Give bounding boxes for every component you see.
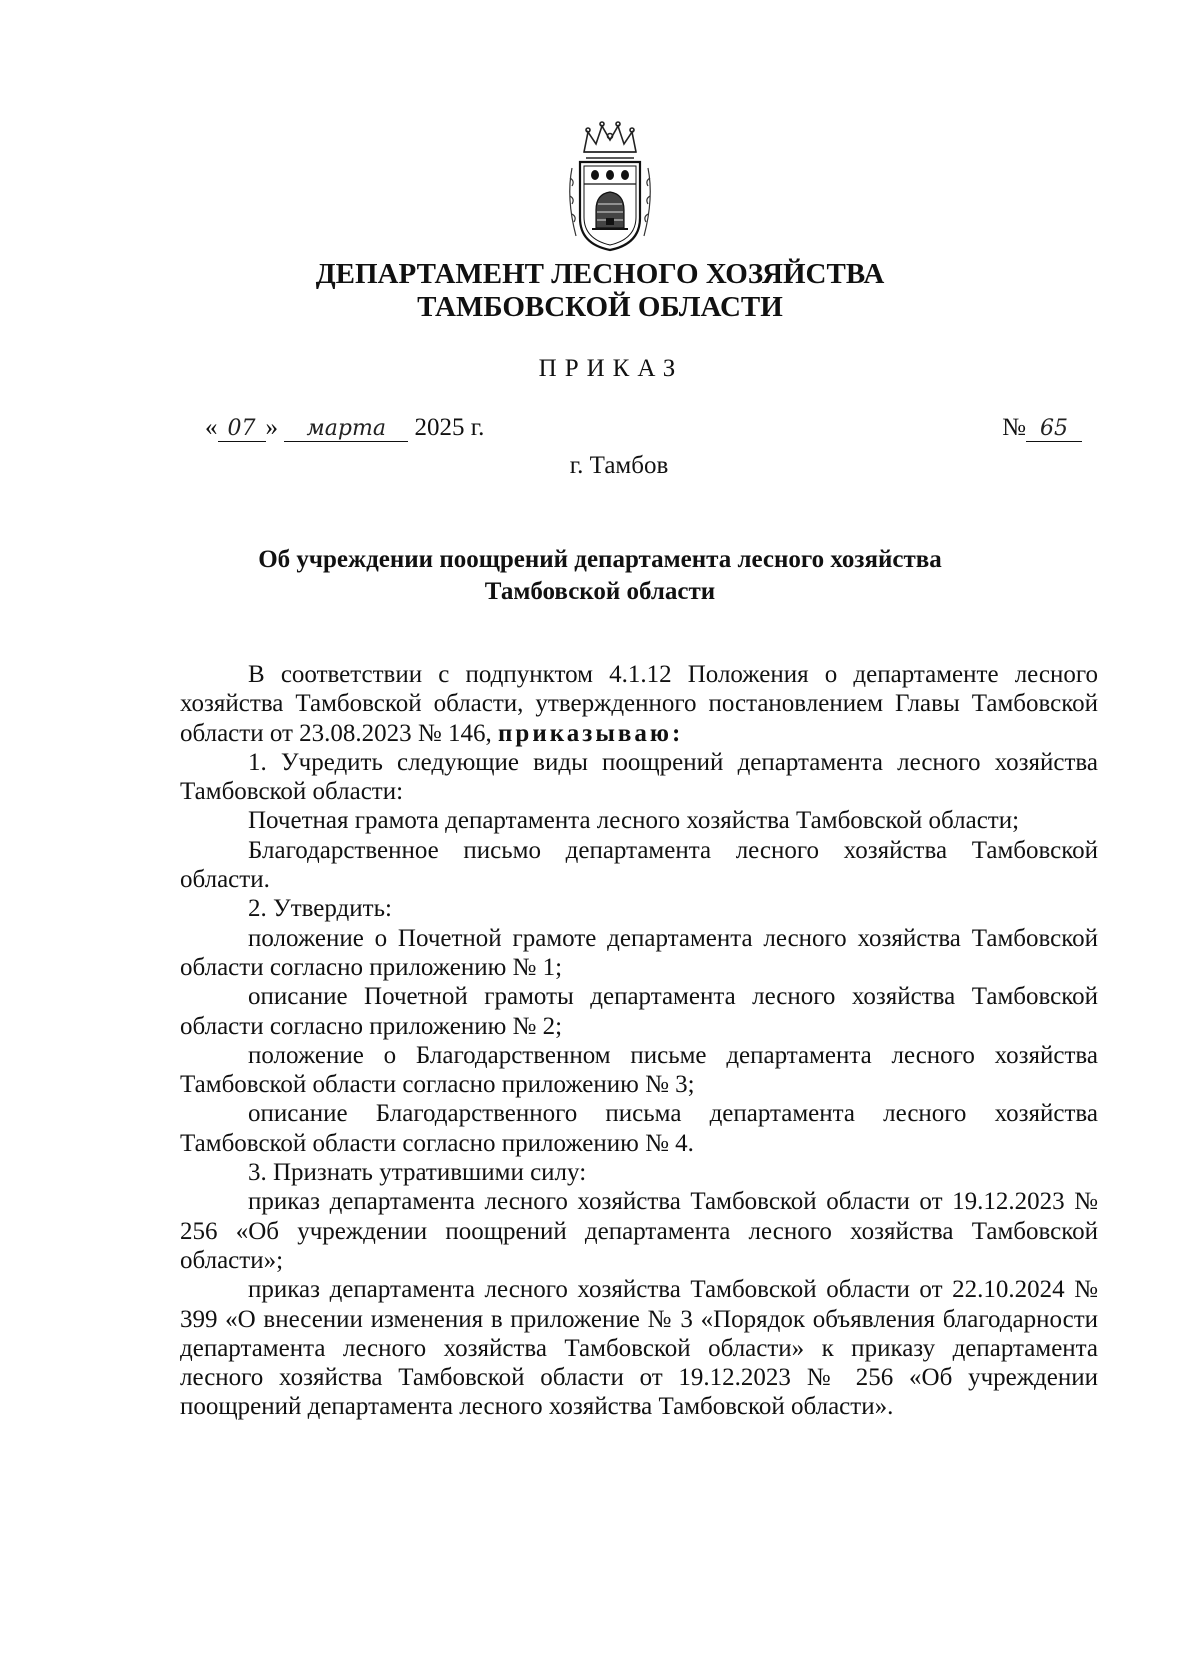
date-year: 2025 г. bbox=[414, 414, 485, 441]
order-subject-line2: Тамбовской области bbox=[484, 578, 716, 605]
order-number-handwritten: 65 bbox=[1026, 417, 1082, 442]
document-type: ПРИКАЗ bbox=[538, 355, 684, 382]
intro-verb: приказываю bbox=[498, 719, 672, 747]
order-subject-line1: Об учреждении поощрений департамента лесного хозяйства bbox=[258, 546, 942, 573]
order-subject bbox=[0, 544, 1200, 608]
paragraph-1-a: Почетная грамота департамента лесного хозяйства Тамбовской области; bbox=[248, 807, 1020, 835]
date-month-handwritten: марта bbox=[284, 417, 408, 442]
paragraph-2-b: описание Почетной грамоты департамента лесного хозяйства Тамбовской области согласно приложению № 2; bbox=[180, 983, 1098, 1040]
date-quote-close: » bbox=[265, 414, 278, 441]
organization-name bbox=[0, 258, 1200, 324]
coat-of-arms-icon bbox=[562, 118, 658, 254]
city: г. Тамбов bbox=[569, 452, 669, 479]
paragraph-2-d: описание Благодарственного письма департамента лесного хозяйства Тамбовской области согласно приложению № 4. bbox=[180, 1100, 1098, 1157]
paragraph-intro bbox=[180, 660, 1098, 748]
date-quote-open: « bbox=[205, 414, 218, 441]
paragraph-3-a: приказ департамента лесного хозяйства Тамбовской области от 19.12.2023 № 256 «Об учреждении поощрений департамента лесного хозяйства Тамбовской области»; bbox=[180, 1188, 1098, 1274]
paragraph-3: 3. Признать утратившими силу: bbox=[248, 1159, 587, 1187]
order-date bbox=[205, 414, 484, 442]
paragraph-2: 2. Утвердить: bbox=[248, 895, 392, 923]
organization-name-line1: ДЕПАРТАМЕНТ ЛЕСНОГО ХОЗЯЙСТВА bbox=[315, 258, 885, 290]
paragraph-2-c: положение о Благодарственном письме департамента лесного хозяйства Тамбовской области согласно приложению № 3; bbox=[180, 1041, 1098, 1099]
intro-text: В соответствии с подпунктом 4.1.12 Положения о департаменте лесного хозяйства Тамбовской области, утвержденного постановлением Главы Тамбовской области от 23.08.2023 № 146, bbox=[180, 661, 1098, 747]
order-body bbox=[180, 660, 1098, 1422]
date-day-handwritten: 07 bbox=[218, 417, 266, 442]
paragraph-2-a: положение о Почетной грамоте департамента лесного хозяйства Тамбовской области согласно приложению № 1; bbox=[180, 924, 1098, 981]
paragraph-1-b: Благодарственное письмо департамента лесного хозяйства Тамбовской области. bbox=[180, 836, 1098, 894]
paragraph-3-b: приказ департамента лесного хозяйства Тамбовской области от 22.10.2024 № 399 «О внесении изменения в приложение № 3 «Порядок объявления благодарности департамента лесного хозяйства Тамбовской области» к приказу департамента лесного хозяйства Тамбовской области от 19.12.2023 № 256 «Об учреждении поощрений департамента лесного хозяйства Тамбовской области». bbox=[180, 1276, 1098, 1421]
intro-colon: : bbox=[671, 719, 684, 747]
paragraph-1: 1. Учредить следующие виды поощрений департамента лесного хозяйства Тамбовской области: bbox=[180, 748, 1098, 806]
organization-name-line2: ТАМБОВСКОЙ ОБЛАСТИ bbox=[417, 291, 783, 323]
order-number bbox=[1002, 414, 1082, 442]
order-number-label: № bbox=[1002, 414, 1026, 441]
